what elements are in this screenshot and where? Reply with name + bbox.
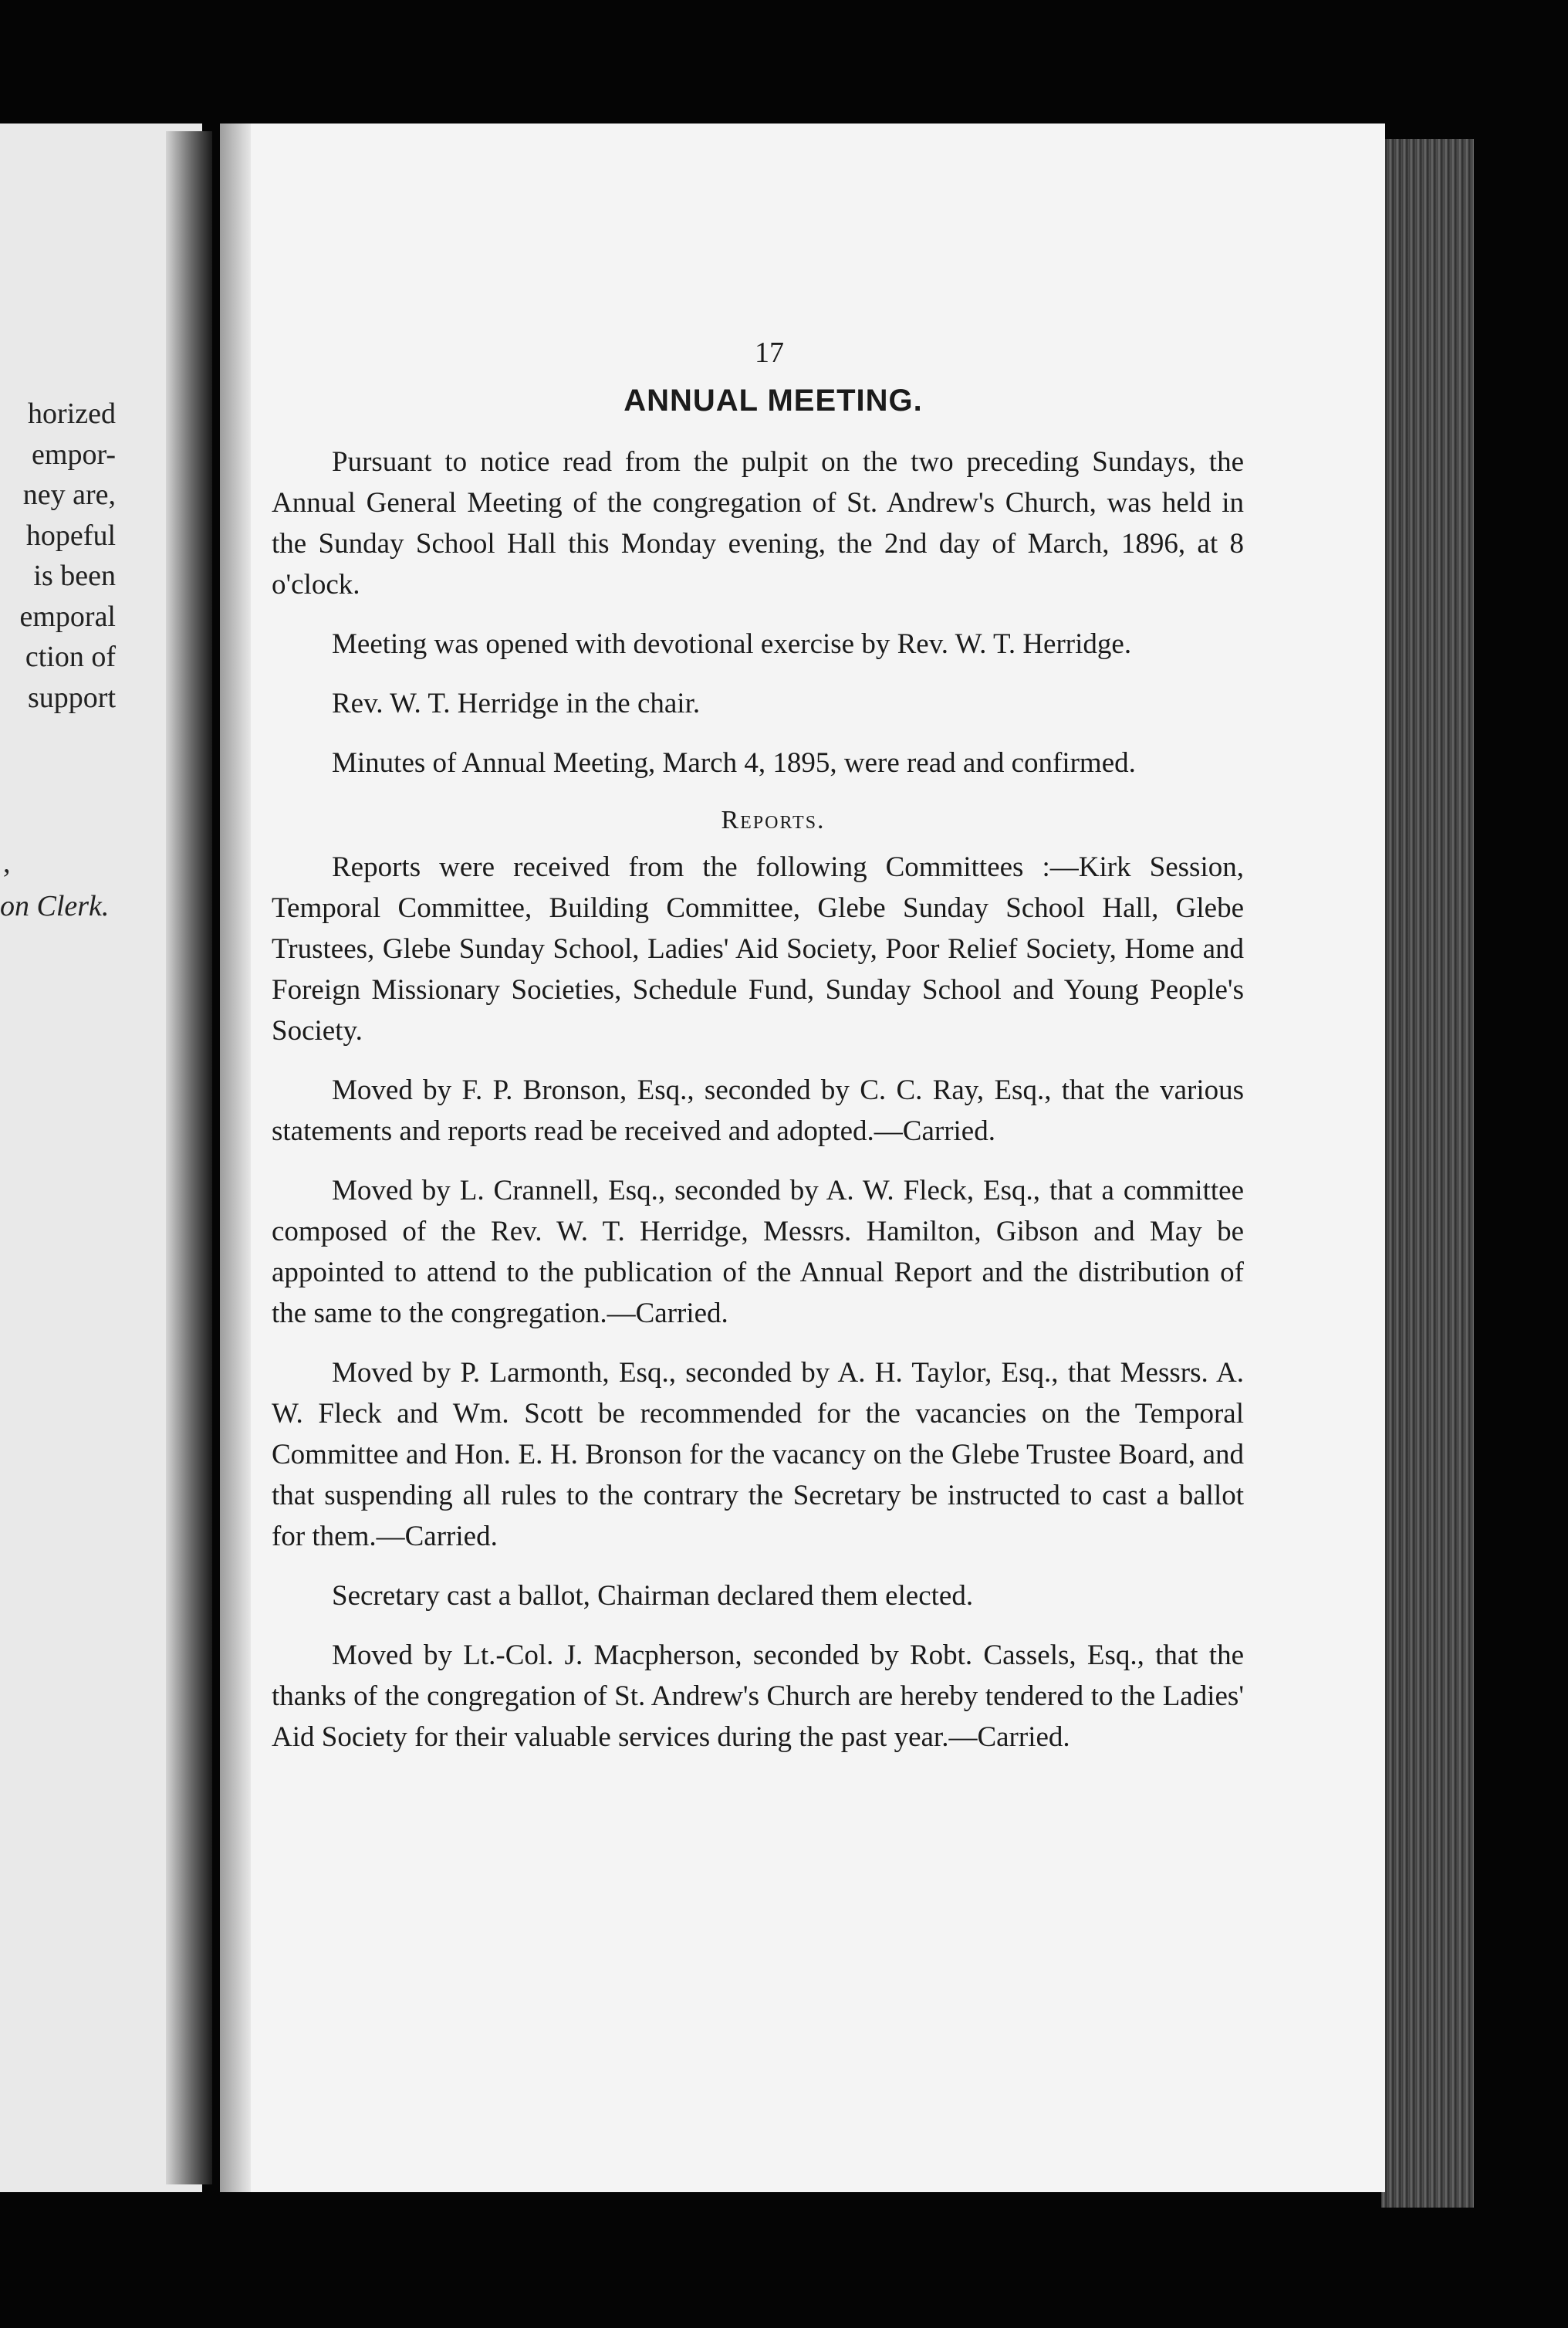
- left-sign-title: on Clerk.: [0, 890, 110, 922]
- section-heading: ANNUAL MEETING.: [623, 384, 923, 418]
- paragraph-motion-bronson: Moved by F. P. Bronson, Esq., seconded by C. C. Ray, Esq., that the various statements and reports read be received and adopted.—Carried.: [272, 1074, 1244, 1147]
- left-fragment-line: emporal: [19, 600, 116, 633]
- paragraph-motion-larmonth: Moved by P. Larmonth, Esq., seconded by A. H. Taylor, Esq., that Messrs. A. W. Fleck and Wm. Scott be recommended for the vacancies on the Temporal Committee and Hon. E. H. Bronson for the vacancy on the Glebe Trustee Board, and that suspending all rules to the contrary the Secretary be instructed to cast a ballot for them.—Carried.: [272, 1357, 1244, 1552]
- left-fragment-line: support: [28, 681, 116, 714]
- left-page-text-fragments: [0, 394, 116, 718]
- left-fragment-line: ction of: [25, 641, 116, 673]
- paragraph-motion-crannell: Moved by L. Crannell, Esq., seconded by A. W. Fleck, Esq., that a committee composed of the Rev. W. T. Herridge, Messrs. Hamilton, Gibson and May be appointed to attend to the publication of the Annual Report and the distribution of the same to the congregation.—Carried.: [272, 1175, 1244, 1329]
- right-page-text: [272, 333, 1244, 1776]
- left-fragment-line: hopeful: [25, 519, 116, 552]
- paragraph-opening: Meeting was opened with devotional exercise by Rev. W. T. Herridge.: [332, 628, 1132, 660]
- left-fragment-line: is been: [33, 560, 116, 592]
- left-page-signature: [0, 841, 123, 928]
- paragraph-motion-macpherson: Moved by Lt.-Col. J. Macpherson, seconded by Robt. Cassels, Esq., that the thanks of the congregation of St. Andrew's Church are hereby tendered to the Ladies' Aid Society for their valuable services during the past year.—Carried.: [272, 1639, 1244, 1753]
- paragraph-notice: Pursuant to notice read from the pulpit on the two preceding Sundays, the Annual General Meeting of the congregation of St. Andrew's Church, was held in the Sunday School Hall this Monday evening, the 2nd day of March, 1896, at 8 o'clock.: [272, 446, 1244, 601]
- book-page-edges: [1381, 139, 1474, 2208]
- paragraph-reports: Reports were received from the following Committees :—Kirk Session, Temporal Committee, Building Committee, Glebe Sunday School Hall, Glebe Trustees, Glebe Sunday School, Ladies' Aid Society, Poor Relief Society, Home and Foreign Missionary Societies, Schedule Fund, Sunday School and Young People's Society.: [272, 851, 1244, 1047]
- paragraph-chair: Rev. W. T. Herridge in the chair.: [332, 688, 701, 719]
- right-page-gutter: [220, 124, 251, 2192]
- left-page-gutter: [166, 131, 212, 2184]
- reports-subheading: Reports.: [721, 806, 826, 834]
- page-number: 17: [755, 337, 784, 369]
- left-fragment-line: empor-: [32, 438, 116, 471]
- paragraph-ballot: Secretary cast a ballot, Chairman declared them elected.: [332, 1580, 974, 1612]
- left-fragment-line: horized: [28, 398, 116, 430]
- left-sign-line: ,: [3, 847, 11, 879]
- paragraph-minutes: Minutes of Annual Meeting, March 4, 1895, were read and confirmed.: [332, 747, 1136, 779]
- left-fragment-line: ney are,: [22, 479, 116, 511]
